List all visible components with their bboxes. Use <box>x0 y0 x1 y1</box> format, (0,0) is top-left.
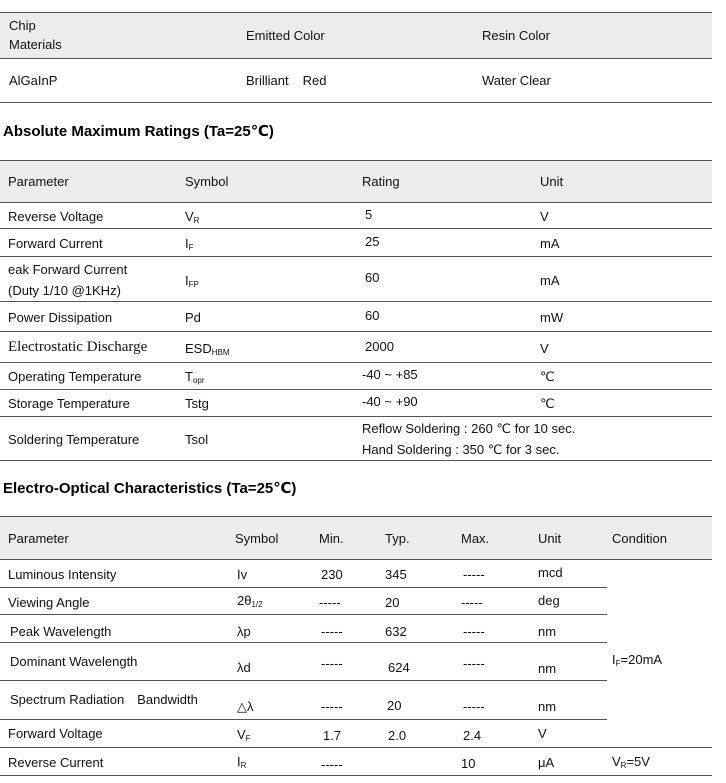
eo-header-bg <box>0 517 712 559</box>
typ-value: 624 <box>388 660 410 675</box>
divider <box>0 389 712 390</box>
unit-value: nm <box>538 661 557 676</box>
abs-max-header-bg <box>0 161 712 202</box>
chip-material: AlGaInP <box>9 73 58 88</box>
divider <box>0 331 712 332</box>
divider <box>0 58 712 59</box>
symbol-delta-lambda: △λ <box>237 699 254 714</box>
unit-value: nm <box>538 624 557 639</box>
unit-value: mW <box>540 310 564 325</box>
symbol-pd: Pd <box>185 310 201 325</box>
rating-value: -40 ~ +85 <box>362 367 418 382</box>
symbol-topr: $T_{opr}$ <box>185 369 205 385</box>
param-dominant-wavelength: Dominant Wavelength <box>10 654 138 669</box>
rating-value: -40 ~ +90 <box>362 394 418 409</box>
header-condition: Condition <box>612 531 667 546</box>
header-chip-line2: Materials <box>9 37 62 52</box>
header-typ: Typ. <box>385 531 410 546</box>
param-soldering-temperature: Soldering Temperature <box>8 432 140 447</box>
param-peak-wavelength: Peak Wavelength <box>10 624 112 639</box>
unit-value: mA <box>540 273 560 288</box>
symbol-lambda-p: λp <box>237 624 251 639</box>
param-viewing-angle: Viewing Angle <box>8 595 90 610</box>
symbol-tsol: Tsol <box>185 432 209 447</box>
max-value: ----- <box>463 624 485 639</box>
unit-value: nm <box>538 699 557 714</box>
max-value: ----- <box>463 656 485 671</box>
symbol-2theta: $2\theta_{1/2}$ <box>237 593 263 609</box>
header-symbol: Symbol <box>185 174 229 189</box>
symbol-lambda-d: λd <box>237 660 251 675</box>
rating-value: 60 <box>365 270 380 285</box>
symbol-tstg: Tstg <box>185 396 209 411</box>
max-value: ----- <box>461 595 483 610</box>
resin-color-value: Water Clear <box>482 73 551 88</box>
min-value: ----- <box>321 656 343 671</box>
divider <box>0 160 712 161</box>
divider <box>0 416 712 417</box>
header-symbol: Symbol <box>235 531 279 546</box>
abs-max-title: Absolute Maximum Ratings (Ta=25℃) <box>3 123 274 140</box>
typ-value: 345 <box>385 567 407 582</box>
header-unit: Unit <box>540 174 564 189</box>
unit-value: deg <box>538 593 560 608</box>
header-max: Max. <box>461 531 490 546</box>
rating-value: 25 <box>365 234 380 249</box>
eo-title: Electro-Optical Characteristics (Ta=25℃) <box>3 480 297 497</box>
min-value: ----- <box>321 757 343 772</box>
unit-value: μA <box>538 755 555 770</box>
min-value: ----- <box>321 699 343 714</box>
typ-value: 20 <box>387 698 402 713</box>
symbol-esd: $ESD_{HBM}$ <box>185 341 230 357</box>
divider <box>0 719 607 720</box>
header-parameter: Parameter <box>8 174 69 189</box>
divider <box>0 747 712 748</box>
unit-value: ℃ <box>540 396 555 411</box>
rating-value: 5 <box>365 207 373 222</box>
rating-value: 60 <box>365 308 380 323</box>
max-value: ----- <box>463 567 485 582</box>
param-reverse-current: Reverse Current <box>8 755 104 770</box>
typ-value: 2.0 <box>388 728 407 743</box>
rating-value: 2000 <box>365 339 394 354</box>
symbol-vf: $V_F$ <box>237 727 251 743</box>
param-reverse-voltage: Reverse Voltage <box>8 209 104 224</box>
header-parameter: Parameter <box>8 531 69 546</box>
max-value: 2.4 <box>463 728 482 743</box>
param-operating-temperature: Operating Temperature <box>8 369 142 384</box>
unit-value: V <box>540 341 549 356</box>
divider <box>0 102 712 103</box>
chip-table-header-bg <box>0 13 712 58</box>
param-storage-temperature: Storage Temperature <box>8 396 130 411</box>
param-peak-forward-current: eak Forward Current <box>8 262 128 277</box>
min-value: 230 <box>321 567 343 582</box>
unit-value: mA <box>540 236 560 251</box>
divider <box>0 516 712 517</box>
condition-if: $I_F=20mA$ <box>612 652 663 668</box>
divider <box>0 202 712 203</box>
divider <box>0 256 712 257</box>
unit-value: V <box>540 209 549 224</box>
min-value: ----- <box>321 624 343 639</box>
condition-vr: $V_R=5V$ <box>612 754 650 770</box>
param-duty-note: (Duty 1/10 @1KHz) <box>8 283 121 298</box>
param-forward-voltage: Forward Voltage <box>8 726 103 741</box>
emitted-color-word2: Red <box>302 73 327 88</box>
symbol-ir: $I_R$ <box>237 754 247 770</box>
header-resin-color: Resin Color <box>482 28 550 43</box>
divider <box>0 587 607 588</box>
divider <box>0 228 712 229</box>
divider <box>0 362 712 363</box>
divider <box>0 642 607 643</box>
header-emitted-color: Emitted Color <box>246 28 325 43</box>
header-unit: Unit <box>538 531 562 546</box>
symbol-vr: $V_R$ <box>185 209 200 225</box>
param-power-dissipation: Power Dissipation <box>8 310 113 325</box>
emitted-color-word1: Brilliant <box>246 73 289 88</box>
param-luminous-intensity: Luminous Intensity <box>8 567 117 582</box>
rating-reflow: Reflow Soldering : 260 ℃ for 10 sec. <box>362 421 576 436</box>
divider <box>0 460 712 461</box>
divider <box>0 614 607 615</box>
emitted-color-value <box>246 73 326 89</box>
divider <box>0 12 712 13</box>
unit-value: mcd <box>538 565 563 580</box>
param-forward-current: Forward Current <box>8 236 103 251</box>
param-electrostatic-discharge: Electrostatic Discharge <box>8 339 148 355</box>
min-value: 1.7 <box>323 728 342 743</box>
symbol-if: $I_F$ <box>185 236 194 252</box>
rating-hand: Hand Soldering : 350 ℃ for 3 sec. <box>362 442 560 457</box>
divider <box>0 559 712 560</box>
header-chip-line1: Chip <box>9 18 36 33</box>
typ-value: 632 <box>385 624 407 639</box>
min-value: ----- <box>319 595 341 610</box>
divider <box>0 680 607 681</box>
symbol-iv: Iv <box>237 567 248 582</box>
unit-value: ℃ <box>540 369 555 384</box>
unit-value: V <box>538 726 547 741</box>
typ-value: 20 <box>385 595 400 610</box>
max-value: ----- <box>463 699 485 714</box>
header-min: Min. <box>319 531 344 546</box>
symbol-ifp: $I_{FP}$ <box>185 273 199 289</box>
typ-value: 10 <box>461 756 476 771</box>
header-rating: Rating <box>362 174 400 189</box>
param-spectrum-radiation-bandwidth: Spectrum Radiation Bandwidth <box>10 692 198 707</box>
divider <box>0 775 712 776</box>
divider <box>0 301 712 302</box>
